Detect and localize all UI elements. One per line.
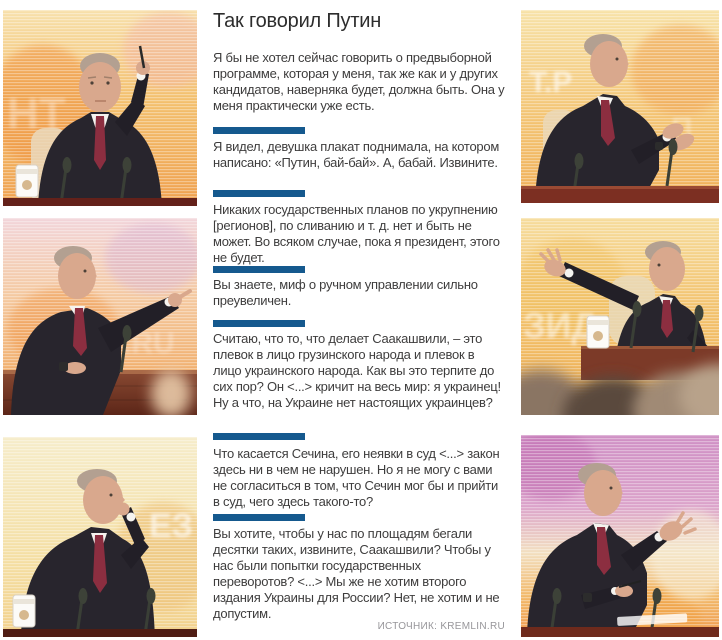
quote-coup-attempts: Вы хотите, чтобы у нас по площадям бегали десятки таких, извините, Саакашвили? Чтобы у нас были попытки государственных переворотов? <...> Мы же не хотим второго издания Украины для России? Нет, не хотим и не допустим. bbox=[213, 526, 500, 621]
putin-photo-illustration bbox=[521, 435, 719, 637]
wristwatch bbox=[655, 142, 663, 150]
putin-photo-illustration bbox=[3, 218, 197, 415]
white-cup bbox=[13, 595, 35, 627]
putin-photo-illustration bbox=[521, 10, 719, 203]
photo-putin-hand-at-face bbox=[3, 437, 197, 637]
divider-bar bbox=[213, 127, 305, 134]
quote-poster-girl: Я видел, девушка плакат поднимала, на котором написано: «Путин, бай-бай». А, бабай. Извините. bbox=[213, 139, 500, 170]
divider-bar bbox=[213, 190, 305, 197]
divider-bar bbox=[213, 514, 305, 521]
photo-putin-arm-outstretched bbox=[521, 218, 719, 415]
divider-bar bbox=[213, 320, 305, 327]
putin-photo-illustration bbox=[3, 437, 197, 637]
quote-saakashvili: Считаю, что то, что делает Саакашвили, – это плевок в лицо грузинского народа и плевок в лицо украинского народа. Как вы это терпите до сих пор? Он <...> кричит на весь мир: я украинец! Ну а что, на Украине нет настоящих украинцев? bbox=[213, 331, 501, 410]
quote-regions-merging: Никаких государственных планов по укрупнению [регионов], по сливанию и т. д. нет и быть не может. Во всяком случае, пока я президент, этого не будет. bbox=[213, 202, 500, 265]
putin-photo-illustration bbox=[3, 10, 197, 206]
white-cup bbox=[16, 165, 38, 197]
photo-putin-raising-pen bbox=[3, 10, 197, 206]
wristwatch bbox=[59, 362, 68, 371]
page-title: Так говорил Путин bbox=[213, 10, 382, 32]
quotes-column bbox=[213, 0, 505, 640]
quote-sechin-court: Что касается Сечина, его неявки в суд <...> закон здесь ни в чем не нарушен. Но я не могу с вами не согласиться в том, что Сечин мог бы и прийти в суд, чего здесь такого-то? bbox=[213, 446, 500, 509]
putin-photo-illustration bbox=[521, 218, 719, 415]
photo-putin-gesturing-both-hands bbox=[521, 10, 719, 203]
desk bbox=[3, 629, 197, 637]
quote-manual-control-myth: Вы знаете, миф о ручном управлении сильно преувеличен. bbox=[213, 277, 478, 308]
photo-putin-pointing-right bbox=[3, 218, 197, 415]
photo-putin-open-palm bbox=[521, 435, 719, 637]
desk bbox=[3, 198, 197, 206]
wristwatch bbox=[583, 593, 592, 602]
source-credit: ИСТОЧНИК: KREMLIN.RU bbox=[377, 621, 505, 632]
quote-election-program: Я бы не хотел сейчас говорить о предвыборной программе, которая у меня, так же как и у других кандидатов, наверняка будет, должна быть. Она у меня практически уже есть. bbox=[213, 50, 505, 113]
divider-bar bbox=[213, 266, 305, 273]
divider-bar bbox=[213, 433, 305, 440]
white-cup bbox=[587, 316, 609, 348]
desk bbox=[521, 627, 719, 637]
